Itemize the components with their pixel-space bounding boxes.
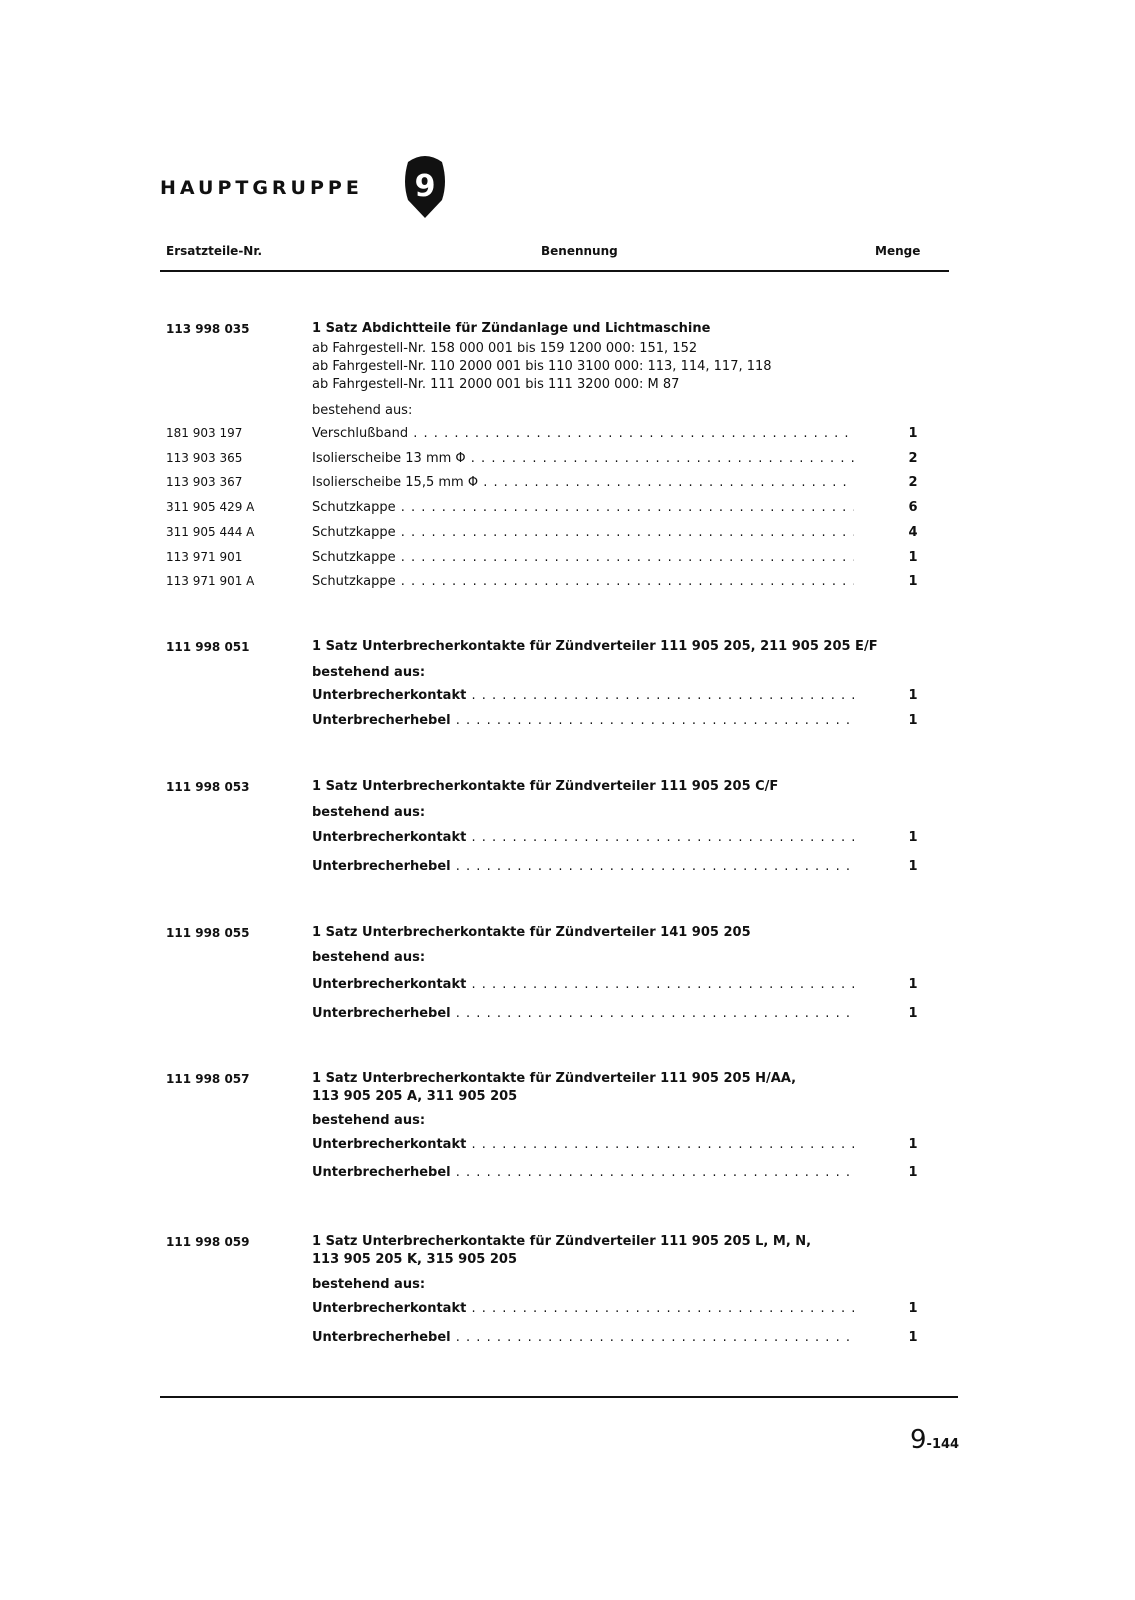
item-part-number: 311 905 444 A xyxy=(166,525,255,539)
item-name: Unterbrecherkontakt . . . xyxy=(312,977,854,992)
item-quantity: 1 xyxy=(908,1301,918,1316)
item-quantity: 1 xyxy=(908,1165,918,1180)
item-name: Unterbrecherhebel . . . xyxy=(312,1165,854,1180)
list-item xyxy=(0,1137,1135,1157)
group-note: ab Fahrgestell-Nr. 158 000 001 bis 159 1200 000: 151, 152 xyxy=(312,341,698,356)
list-item xyxy=(0,475,1135,495)
page-number xyxy=(910,1425,959,1455)
column-header-quantity: Menge xyxy=(875,244,921,258)
group-subtitle: bestehend aus: xyxy=(312,1277,426,1292)
list-item xyxy=(0,451,1135,471)
group-part-number: 111 998 053 xyxy=(166,780,250,794)
item-quantity: 1 xyxy=(908,1006,918,1021)
list-item xyxy=(0,574,1135,594)
item-quantity: 1 xyxy=(908,550,918,565)
item-part-number: 311 905 429 A xyxy=(166,500,255,514)
item-name: Unterbrecherkontakt . . . xyxy=(312,1301,854,1316)
item-name: Schutzkappe . . . xyxy=(312,525,854,540)
item-quantity: 6 xyxy=(908,500,918,515)
group-note: ab Fahrgestell-Nr. 110 2000 001 bis 110 3100 000: 113, 114, 117, 118 xyxy=(312,359,772,374)
group-title: 1 Satz Unterbrecherkontakte für Zündverteiler 111 905 205 H/AA, xyxy=(312,1071,797,1086)
item-name: Unterbrecherhebel . . . xyxy=(312,859,854,874)
group-title-continued: 113 905 205 K, 315 905 205 xyxy=(312,1252,517,1267)
item-name: Unterbrecherkontakt . . . xyxy=(312,688,854,703)
column-header-part-no: Ersatzteile-Nr. xyxy=(166,244,263,258)
group-title-continued: 113 905 205 A, 311 905 205 xyxy=(312,1089,518,1104)
list-item xyxy=(0,830,1135,850)
item-name: Schutzkappe . . . xyxy=(312,500,854,515)
group-title: 1 Satz Unterbrecherkontakte für Zündverteiler 111 905 205, 211 905 205 E/F xyxy=(312,639,878,654)
group-title: 1 Satz Unterbrecherkontakte für Zündverteiler 111 905 205 L, M, N, xyxy=(312,1234,812,1249)
group-subtitle: bestehend aus: xyxy=(312,665,426,680)
group-part-number: 111 998 059 xyxy=(166,1235,250,1249)
group-subtitle: bestehend aus: xyxy=(312,950,426,965)
item-quantity: 1 xyxy=(908,1330,918,1345)
list-item xyxy=(0,713,1135,733)
item-quantity: 1 xyxy=(908,977,918,992)
item-quantity: 1 xyxy=(908,574,918,589)
item-part-number: 113 903 367 xyxy=(166,475,243,489)
item-quantity: 1 xyxy=(908,1137,918,1152)
item-quantity: 1 xyxy=(908,713,918,728)
item-name: Verschlußband . . . xyxy=(312,426,854,441)
item-quantity: 1 xyxy=(908,859,918,874)
item-name: Unterbrecherhebel . . . xyxy=(312,1006,854,1021)
item-quantity: 2 xyxy=(908,451,918,466)
list-item xyxy=(0,426,1135,446)
chapter-badge-number: 9 xyxy=(414,169,436,204)
item-name: Isolierscheibe 13 mm Φ . . . xyxy=(312,451,854,466)
group-subtitle: bestehend aus: xyxy=(312,805,426,820)
group-title: 1 Satz Unterbrecherkontakte für Zündverteiler 111 905 205 C/F xyxy=(312,779,779,794)
footer-divider xyxy=(160,1396,958,1398)
item-name: Schutzkappe . . . xyxy=(312,574,854,589)
list-item xyxy=(0,525,1135,545)
list-item xyxy=(0,688,1135,708)
item-quantity: 1 xyxy=(908,688,918,703)
item-part-number: 113 971 901 xyxy=(166,550,243,564)
header-divider xyxy=(160,270,949,272)
column-header-description: Benennung xyxy=(541,244,618,258)
item-name: Isolierscheibe 15,5 mm Φ . . . xyxy=(312,475,854,490)
page-number-suffix: -144 xyxy=(926,1437,960,1452)
group-note: ab Fahrgestell-Nr. 111 2000 001 bis 111 3200 000: M 87 xyxy=(312,377,680,392)
list-item xyxy=(0,1165,1135,1185)
group-part-number: 111 998 057 xyxy=(166,1072,250,1086)
item-name: Unterbrecherhebel . . . xyxy=(312,713,854,728)
item-name: Unterbrecherkontakt . . . xyxy=(312,1137,854,1152)
list-item xyxy=(0,977,1135,997)
group-title: 1 Satz Unterbrecherkontakte für Zündverteiler 141 905 205 xyxy=(312,925,751,940)
list-item xyxy=(0,1330,1135,1350)
list-item xyxy=(0,859,1135,879)
group-subtitle: bestehend aus: xyxy=(312,403,413,418)
group-part-number: 113 998 035 xyxy=(166,322,250,336)
chapter-badge-icon xyxy=(402,152,448,218)
group-subtitle: bestehend aus: xyxy=(312,1113,426,1128)
item-quantity: 4 xyxy=(908,525,918,540)
list-item xyxy=(0,550,1135,570)
item-name: Unterbrecherkontakt . . . xyxy=(312,830,854,845)
item-name: Schutzkappe . . . xyxy=(312,550,854,565)
item-quantity: 1 xyxy=(908,426,918,441)
item-part-number: 113 903 365 xyxy=(166,451,243,465)
page-number-main: 9 xyxy=(910,1425,927,1455)
section-title: HAUPTGRUPPE xyxy=(160,177,363,199)
item-quantity: 1 xyxy=(908,830,918,845)
item-name: Unterbrecherhebel . . . xyxy=(312,1330,854,1345)
list-item xyxy=(0,500,1135,520)
group-title: 1 Satz Abdichtteile für Zündanlage und Lichtmaschine xyxy=(312,321,711,336)
list-item xyxy=(0,1301,1135,1321)
item-part-number: 181 903 197 xyxy=(166,426,243,440)
item-quantity: 2 xyxy=(908,475,918,490)
list-item xyxy=(0,1006,1135,1026)
group-part-number: 111 998 051 xyxy=(166,640,250,654)
item-part-number: 113 971 901 A xyxy=(166,574,255,588)
group-part-number: 111 998 055 xyxy=(166,926,250,940)
